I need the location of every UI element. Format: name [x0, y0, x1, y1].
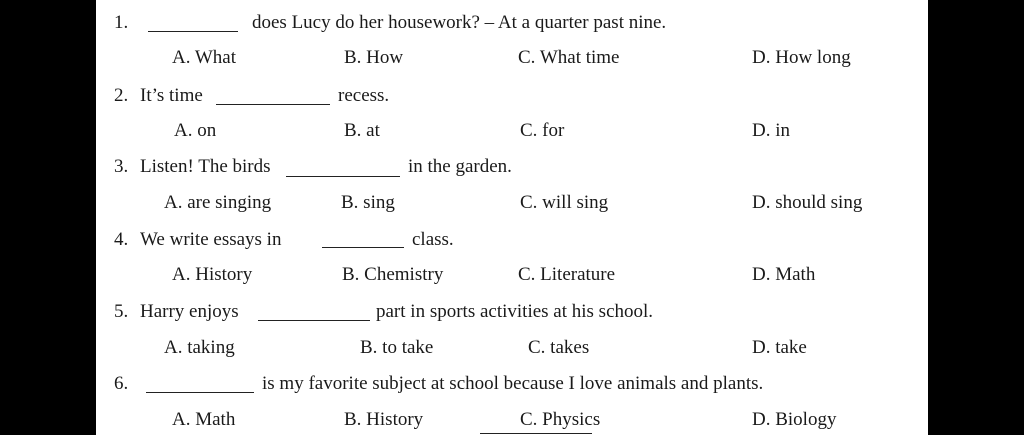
question-text: part in sports activities at his school. [376, 301, 654, 322]
option-c: C. What time [518, 47, 620, 68]
option-b: B. at [344, 120, 380, 141]
option-a: A. Math [172, 409, 236, 430]
question-number: 3. [114, 156, 129, 177]
option-d: D. take [752, 337, 807, 358]
option-d: D. Math [752, 264, 816, 285]
option-b: B. History [344, 409, 424, 430]
answer-blank [216, 104, 330, 105]
question-number: 1. [114, 12, 129, 33]
option-c: C. for [520, 120, 565, 141]
question-text: in the garden. [408, 156, 512, 177]
option-b: B. sing [341, 192, 395, 213]
option-c: C. takes [528, 337, 590, 358]
option-c: C. Literature [518, 264, 616, 285]
answer-blank [286, 176, 400, 177]
option-a: A. are singing [164, 192, 272, 213]
option-a: A. What [172, 47, 237, 68]
option-d: D. should sing [752, 192, 863, 213]
option-a: A. taking [164, 337, 235, 358]
option-b: B. to take [360, 337, 434, 358]
question-text: It’s time [140, 85, 203, 106]
question-number: 6. [114, 373, 129, 394]
question-text: We write essays in [140, 229, 282, 250]
option-d: D. Biology [752, 409, 837, 430]
question-text: Harry enjoys [140, 301, 239, 322]
answer-blank [258, 320, 370, 321]
option-a: A. History [172, 264, 253, 285]
question-text: does Lucy do her housework? – At a quarter past nine. [252, 12, 667, 33]
question-text: recess. [338, 85, 390, 106]
option-a: A. on [174, 120, 217, 141]
option-d: D. How long [752, 47, 851, 68]
answer-blank [322, 247, 404, 248]
answer-blank [148, 31, 238, 32]
answer-blank [146, 392, 254, 393]
option-b: B. How [344, 47, 404, 68]
option-c: C. Physics [520, 409, 601, 430]
option-c: C. will sing [520, 192, 609, 213]
question-number: 5. [114, 301, 129, 322]
question-text: class. [412, 229, 454, 250]
option-d: D. in [752, 120, 790, 141]
question-text: Listen! The birds [140, 156, 271, 177]
question-number: 4. [114, 229, 129, 250]
worksheet-page [96, 0, 928, 435]
option-b: B. Chemistry [342, 264, 444, 285]
question-number: 2. [114, 85, 129, 106]
underline-mark [480, 433, 592, 434]
question-text: is my favorite subject at school because I love animals and plants. [262, 373, 764, 394]
